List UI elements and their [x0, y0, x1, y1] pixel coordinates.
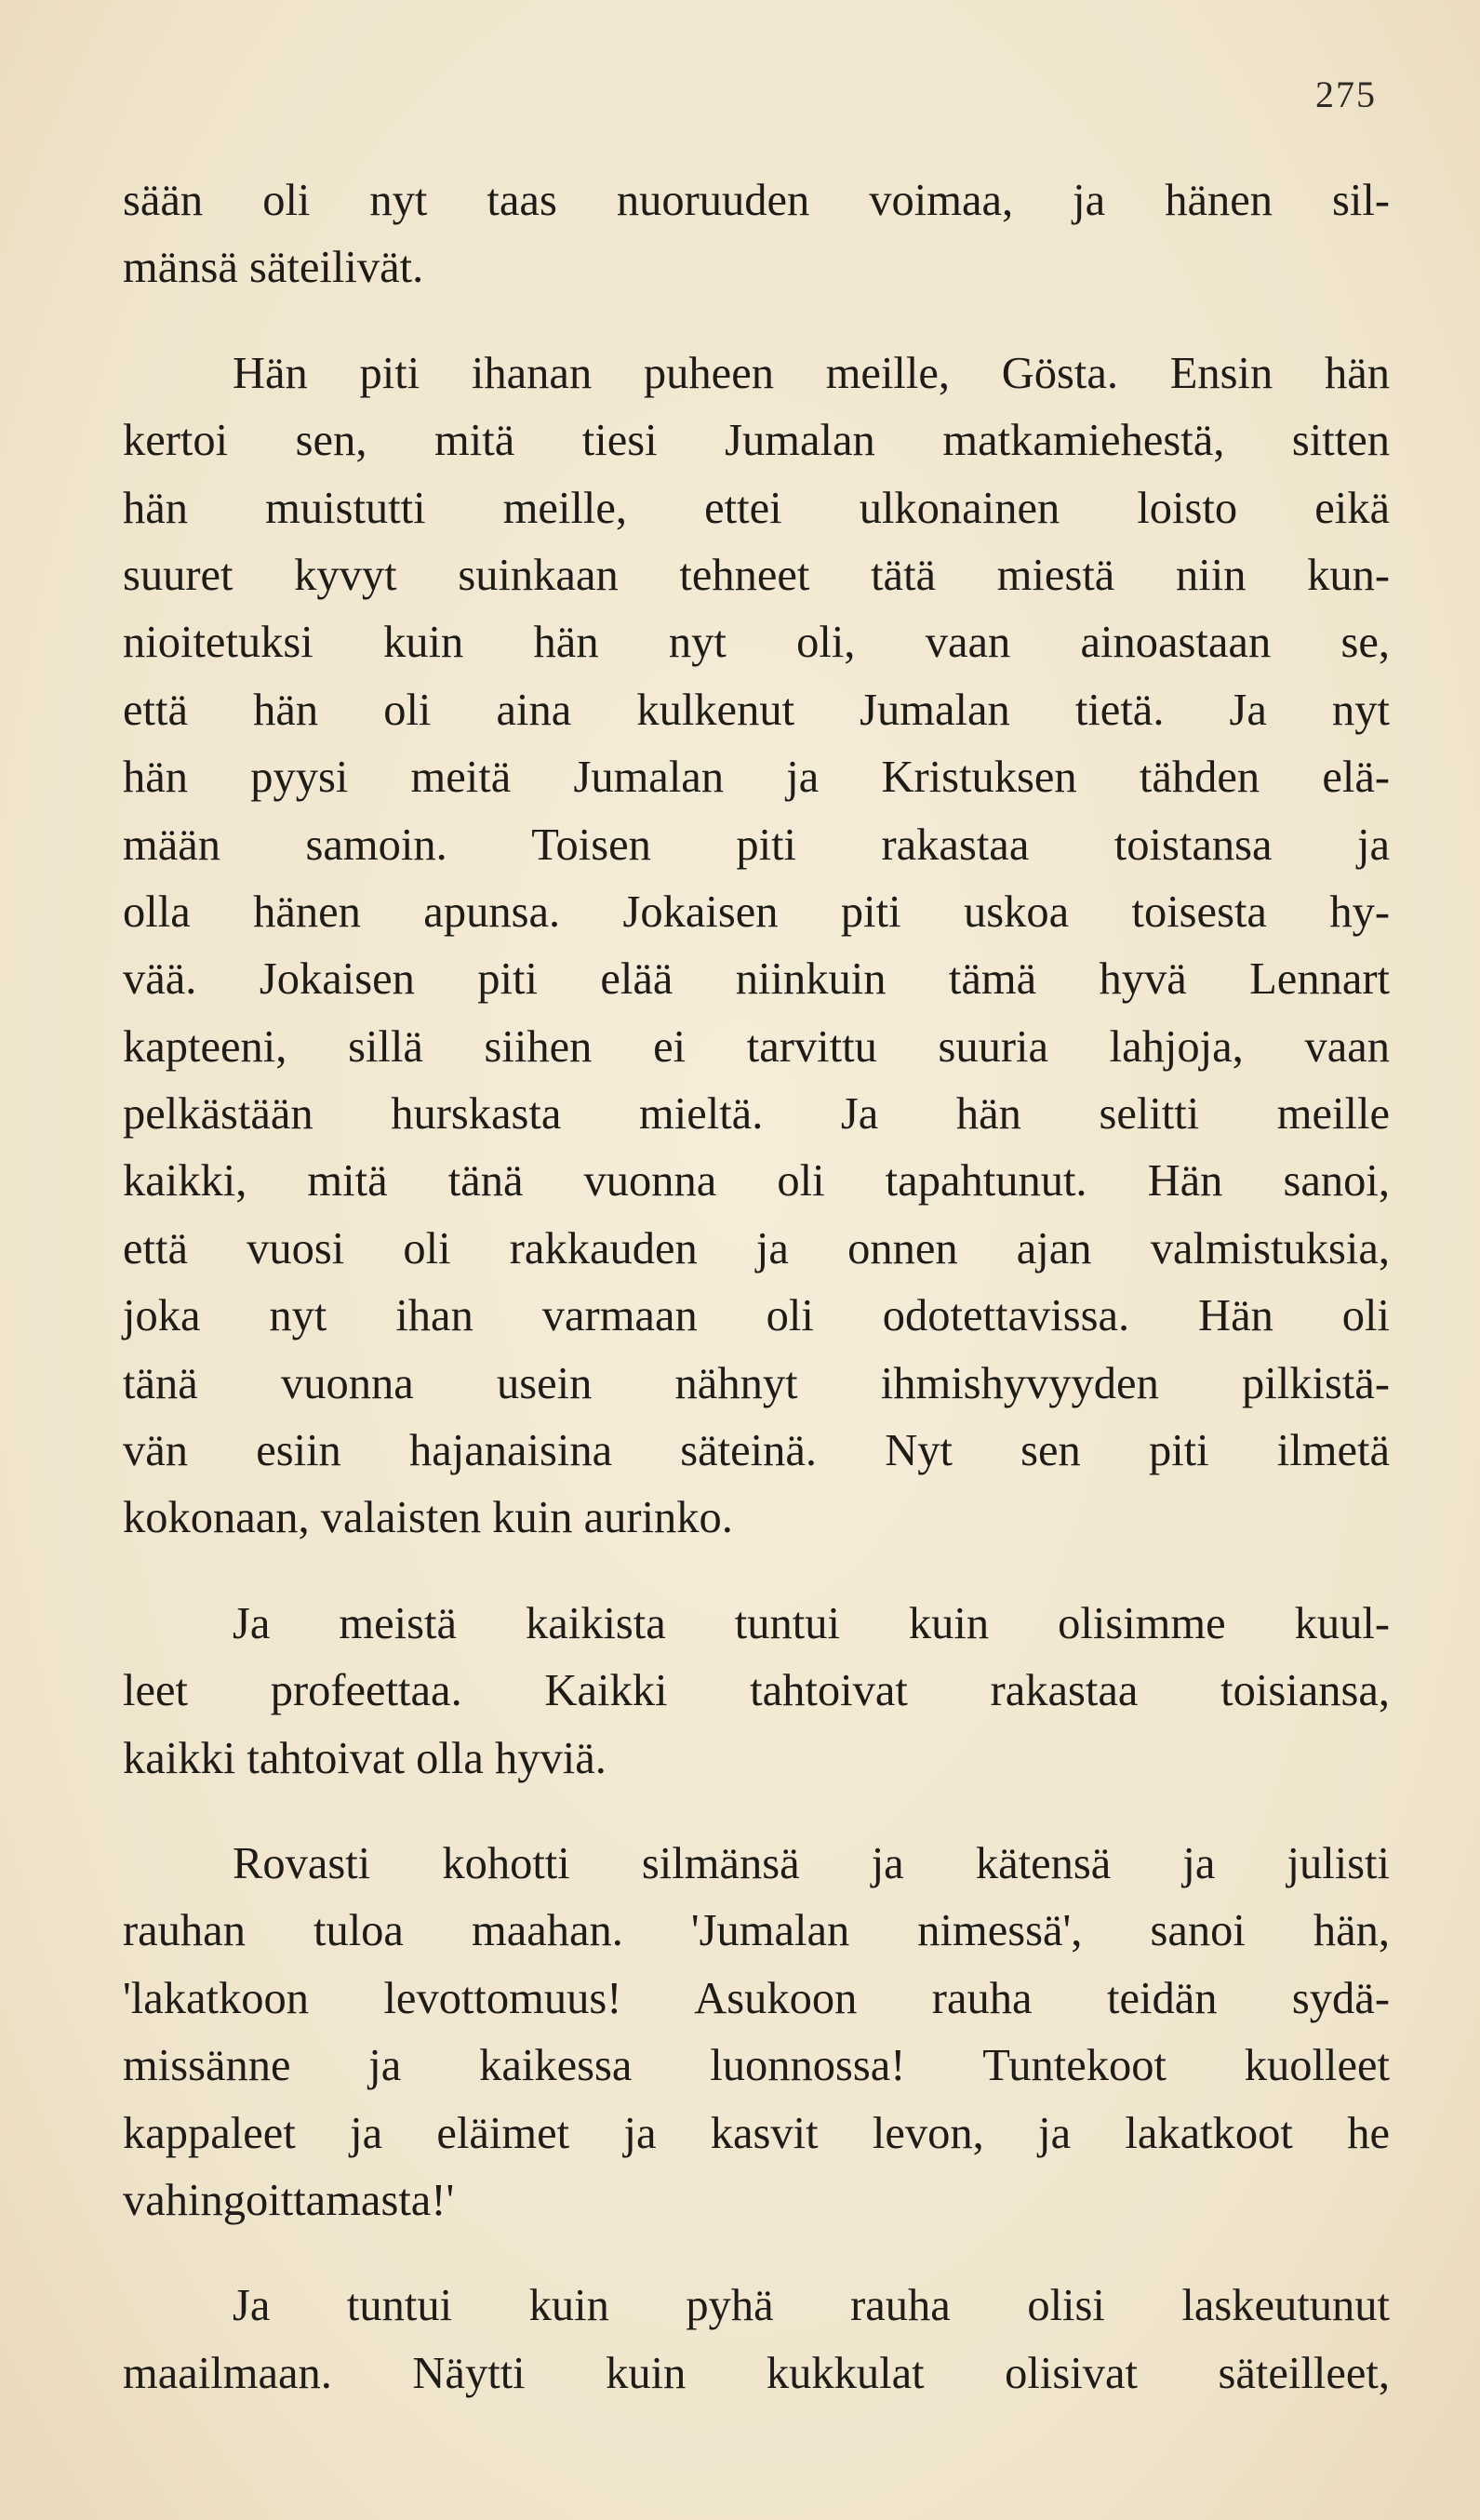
text-line: joka nyt ihan varmaan oli odotettavissa. Hän oli — [123, 1291, 1390, 1341]
text-line: nioitetuksi kuin hän nyt oli, vaan ainoastaan se, — [123, 618, 1390, 668]
text-line: rauhan tuloa maahan. 'Jumalan nimessä', sanoi hän, — [123, 1906, 1390, 1956]
text-line: olla hänen apunsa. Jokaisen piti uskoa toisesta hy- — [123, 887, 1390, 937]
text-line: missänne ja kaikessa luonnossa! Tuntekoot kuolleet — [123, 2041, 1390, 2091]
text-line: hän muistutti meille, ettei ulkonainen loisto eikä — [123, 483, 1390, 533]
text-line: vää. Jokaisen piti elää niinkuin tämä hyvä Lennart — [123, 954, 1390, 1005]
text-line: vahingoittamasta!' — [123, 2175, 455, 2225]
paragraph-gap — [123, 1793, 1390, 1831]
paragraph-gap — [123, 1553, 1390, 1591]
text-line: pelkästään hurskasta mieltä. Ja hän selitti meille — [123, 1089, 1390, 1140]
text-line: mään samoin. Toisen piti rakastaa toistansa ja — [123, 820, 1390, 870]
text-line: kappaleet ja eläimet ja kasvit levon, ja lakatkoot he — [123, 2108, 1390, 2158]
text-line: kaikki, mitä tänä vuonna oli tapahtunut. Hän sanoi, — [123, 1156, 1390, 1207]
text-line: mänsä säteilivät. — [123, 243, 424, 293]
text-line: 'lakatkoon levottomuus! Asukoon rauha teidän sydä- — [123, 1973, 1390, 2023]
text-line: hän pyysi meitä Jumalan ja Kristuksen tähden elä- — [123, 753, 1390, 803]
text-line: kertoi sen, mitä tiesi Jumalan matkamiehestä, sitten — [123, 416, 1390, 466]
paragraph-gap — [123, 302, 1390, 340]
text-line: kapteeni, sillä siihen ei tarvittu suuria lahjoja, vaan — [123, 1021, 1390, 1072]
text-line: leet profeettaa. Kaikki tahtoivat rakastaa toisiansa, — [123, 1666, 1390, 1716]
text-line: Ja meistä kaikista tuntui kuin olisimme kuul- — [233, 1598, 1390, 1648]
text-line: kaikki tahtoivat olla hyviä. — [123, 1733, 607, 1783]
paragraph-gap — [123, 2234, 1390, 2273]
page-number: 275 — [1315, 73, 1377, 115]
text-line: Hän piti ihanan puheen meille, Gösta. Ensin hän — [233, 348, 1390, 398]
text-line: että vuosi oli rakkauden ja onnen ajan valmistuksia, — [123, 1223, 1390, 1273]
text-line: kokonaan, valaisten kuin aurinko. — [123, 1493, 733, 1543]
text-line: sään oli nyt taas nuoruuden voimaa, ja hänen sil- — [123, 176, 1390, 225]
text-line: tänä vuonna usein nähnyt ihmishyvyyden pilkistä- — [123, 1358, 1390, 1408]
text-line: Rovasti kohotti silmänsä ja kätensä ja julisti — [233, 1838, 1390, 1888]
text-line: maailmaan. Näytti kuin kukkulat olisivat säteilleet, — [123, 2348, 1390, 2398]
text-line: suuret kyvyt suinkaan tehneet tätä miestä niin kun- — [123, 550, 1390, 600]
text-line: että hän oli aina kulkenut Jumalan tietä. Ja nyt — [123, 685, 1390, 735]
body-text — [123, 167, 1390, 2407]
text-line: vän esiin hajanaisina säteinä. Nyt sen piti ilmetä — [123, 1426, 1390, 1476]
text-line: Ja tuntui kuin pyhä rauha olisi laskeutunut — [233, 2281, 1390, 2331]
